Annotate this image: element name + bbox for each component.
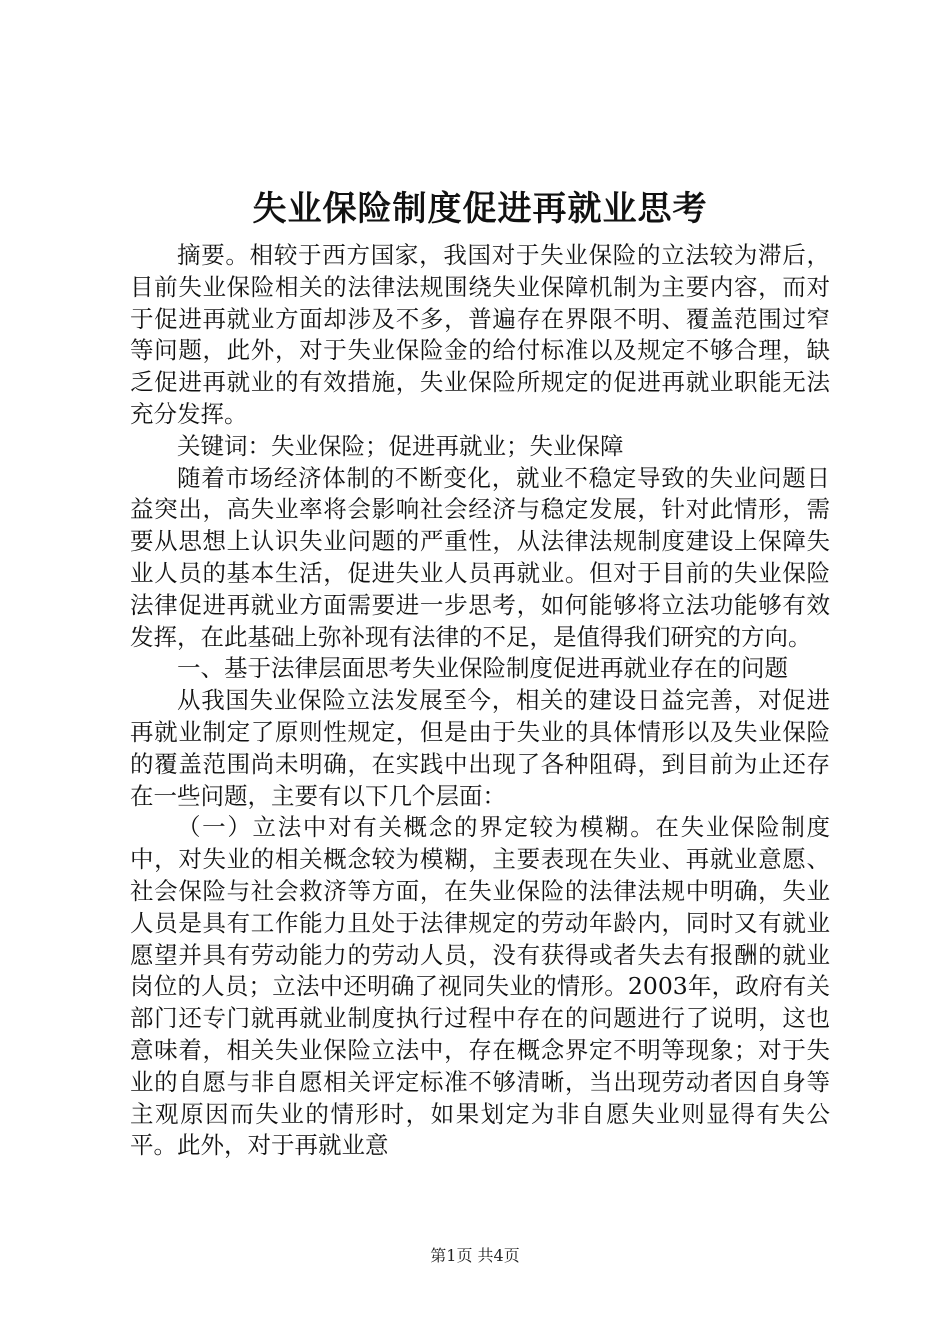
page-number-footer: 第1页 共4页 (430, 1246, 520, 1265)
document-title: 失业保险制度促进再就业思考 (252, 189, 708, 229)
body-paragraph: 从我国失业保险立法发展至今，相关的建设日益完善，对促进再就业制定了原则性规定，但是由于失业的具体情形以及失业保险的覆盖范围尚未明确，在实践中出现了各种阻碍，到目前为止还存在一些问题，主要有以下几个层面： (130, 686, 830, 810)
document-body (130, 186, 830, 1162)
intro-paragraph: 随着市场经济体制的不断变化，就业不稳定导致的失业问题日益突出，高失业率将会影响社会经济与稳定发展，针对此情形，需要从思想上认识失业问题的严重性，从法律法规制度建设上保障失业人员的基本生活，促进失业人员再就业。但对于目前的失业保险法律促进再就业方面需要进一步思考，如何能够将立法功能够有效发挥，在此基础上弥补现有法律的不足，是值得我们研究的方向。 (130, 463, 830, 651)
body-paragraph: （一）立法中对有关概念的界定较为模糊。在失业保险制度中，对失业的相关概念较为模糊，主要表现在失业、再就业意愿、社会保险与社会救济等方面，在失业保险的法律法规中明确，失业人员是具有工作能力且处于法律规定的劳动年龄内，同时又有就业愿望并具有劳动能力的劳动人员，没有获得或者失去有报酬的就业岗位的人员；立法中还明确了视同失业的情形。2003年，政府有关部门还专门就再就业制度执行过程中存在的问题进行了说明，这也意味着，相关失业保险立法中，存在概念界定不明等现象；对于失业的自愿与非自愿相关评定标准不够清晰，当出现劳动者因自身等主观原因而失业的情形时，如果划定为非自愿失业则显得有失公平。此外，对于再就业意 (130, 813, 830, 1160)
abstract-paragraph: 摘要。相较于西方国家，我国对于失业保险的立法较为滞后，目前失业保险相关的法律法规围绕失业保障机制为主要内容，而对于促进再就业方面却涉及不多，普遍存在界限不明、覆盖范围过窄等问题，此外，对于失业保险金的给付标准以及规定不够合理，缺乏促进再就业的有效措施，失业保险所规定的促进再就业职能无法充分发挥。 (130, 241, 830, 428)
section-heading: 一、基于法律层面思考失业保险制度促进再就业存在的问题 (177, 654, 788, 683)
keywords-paragraph: 关键词：失业保险；促进再就业；失业保障 (177, 431, 624, 460)
